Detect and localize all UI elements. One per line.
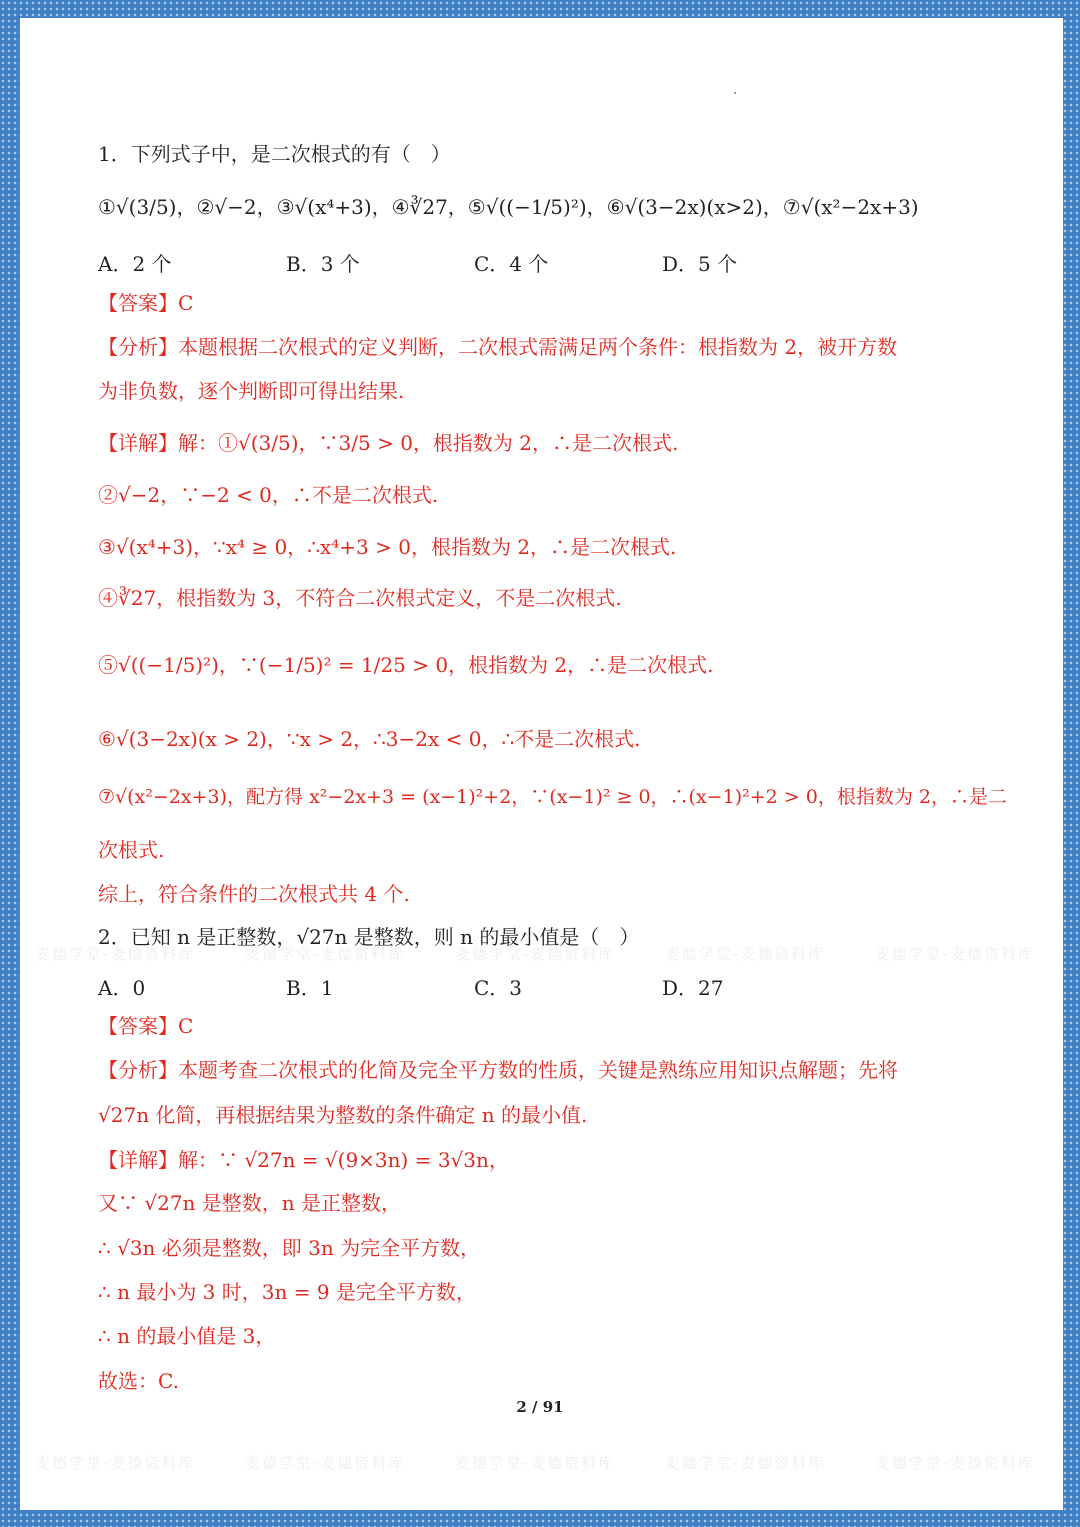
q2-detail-6: 故选：C. bbox=[98, 1369, 179, 1393]
watermark: 麦德学堂-麦德资料库 bbox=[874, 1454, 1035, 1472]
page-number: 2 / 91 bbox=[516, 1398, 564, 1416]
q1-stem: 1．下列式子中，是二次根式的有（ ） bbox=[98, 142, 451, 166]
watermark: 麦德学堂-麦德资料库 bbox=[874, 945, 1035, 963]
watermark: 麦德学堂-麦德资料库 bbox=[664, 1454, 826, 1472]
q2-option-c: C．3 bbox=[474, 976, 523, 1000]
watermark: 麦德学堂-麦德资料库 bbox=[35, 945, 196, 963]
watermark: 麦德学堂-麦德资料库 bbox=[244, 945, 406, 963]
q2-option-d: D．27 bbox=[662, 976, 724, 1000]
q1-option-b: B．3 个 bbox=[286, 252, 360, 276]
watermark: 麦德学堂-麦德资料库 bbox=[454, 1454, 616, 1472]
q2-stem: 2．已知 n 是正整数，√27n 是整数，则 n 的最小值是（ ） bbox=[98, 925, 640, 949]
q2-detail-4: ∴ n 最小为 3 时，3n = 9 是完全平方数， bbox=[98, 1280, 476, 1304]
q1-detail-3: ③√(x⁴+3)，∵x⁴ ≥ 0，∴x⁴+3 > 0，根指数为 2，∴是二次根式. bbox=[98, 535, 677, 559]
q1-detail-4: ④∛27，根指数为 3，不符合二次根式定义，不是二次根式. bbox=[98, 586, 622, 610]
q1-detail-6: ⑥√(3−2x)(x > 2)，∵x > 2，∴3−2x < 0，∴不是二次根式. bbox=[98, 727, 641, 751]
q2-detail-1: 【详解】解：∵ √27n = √(9×3n) = 3√3n， bbox=[98, 1148, 509, 1172]
q2-detail-5: ∴ n 的最小值是 3， bbox=[98, 1324, 276, 1348]
q1-analysis-line2: 为非负数，逐个判断即可得出结果. bbox=[98, 379, 405, 403]
q1-detail-7: ⑦√(x²−2x+3)，配方得 x²−2x+3 = (x−1)²+2，∵(x−1)² ≥ 0，∴(x−1)²+2 > 0，根指数为 2，∴是二 bbox=[98, 786, 1007, 808]
q2-option-a: A．0 bbox=[98, 976, 146, 1000]
q1-answer: 【答案】C bbox=[98, 291, 194, 315]
watermark: 麦德学堂-麦德资料库 bbox=[244, 1454, 406, 1472]
q1-summary: 综上，符合条件的二次根式共 4 个. bbox=[98, 882, 410, 906]
q1-option-a: A．2 个 bbox=[98, 252, 172, 276]
watermark: 麦德学堂-麦德资料库 bbox=[35, 1454, 196, 1472]
q2-detail-3: ∴ √3n 必须是整数，即 3n 为完全平方数， bbox=[98, 1236, 481, 1260]
q2-analysis-line2: √27n 化简，再根据结果为整数的条件确定 n 的最小值. bbox=[98, 1103, 588, 1127]
q1-detail-7b: 次根式. bbox=[98, 838, 165, 862]
speck bbox=[734, 92, 736, 94]
q1-analysis-line1: 【分析】本题根据二次根式的定义判断，二次根式需满足两个条件：根指数为 2，被开方数 bbox=[98, 335, 898, 359]
q2-option-b: B．1 bbox=[286, 976, 334, 1000]
q1-option-c: C．4 个 bbox=[474, 252, 549, 276]
q2-answer: 【答案】C bbox=[98, 1014, 194, 1038]
watermark: 麦德学堂-麦德资料库 bbox=[454, 945, 616, 963]
q1-detail-2: ②√−2，∵−2 < 0，∴不是二次根式. bbox=[98, 483, 439, 507]
q2-analysis-line1: 【分析】本题考查二次根式的化简及完全平方数的性质，关键是熟练应用知识点解题；先将 bbox=[98, 1058, 898, 1082]
q1-detail-5: ⑤√((−1/5)²)，∵(−1/5)² = 1/25 > 0，根指数为 2，∴是二次根式. bbox=[98, 653, 714, 677]
q2-detail-2: 又∵ √27n 是整数，n 是正整数， bbox=[98, 1191, 402, 1215]
watermark: 麦德学堂-麦德资料库 bbox=[664, 945, 826, 963]
q1-detail-1: 【详解】解：①√(3/5)，∵3/5 > 0，根指数为 2，∴是二次根式. bbox=[98, 431, 679, 455]
q1-option-d: D．5 个 bbox=[662, 252, 738, 276]
q1-expressions: ①√(3/5)，②√−2，③√(x⁴+3)，④∛27，⑤√((−1/5)²)，⑥√(3−2x)(x>2)，⑦√(x²−2x+3) bbox=[98, 195, 919, 219]
